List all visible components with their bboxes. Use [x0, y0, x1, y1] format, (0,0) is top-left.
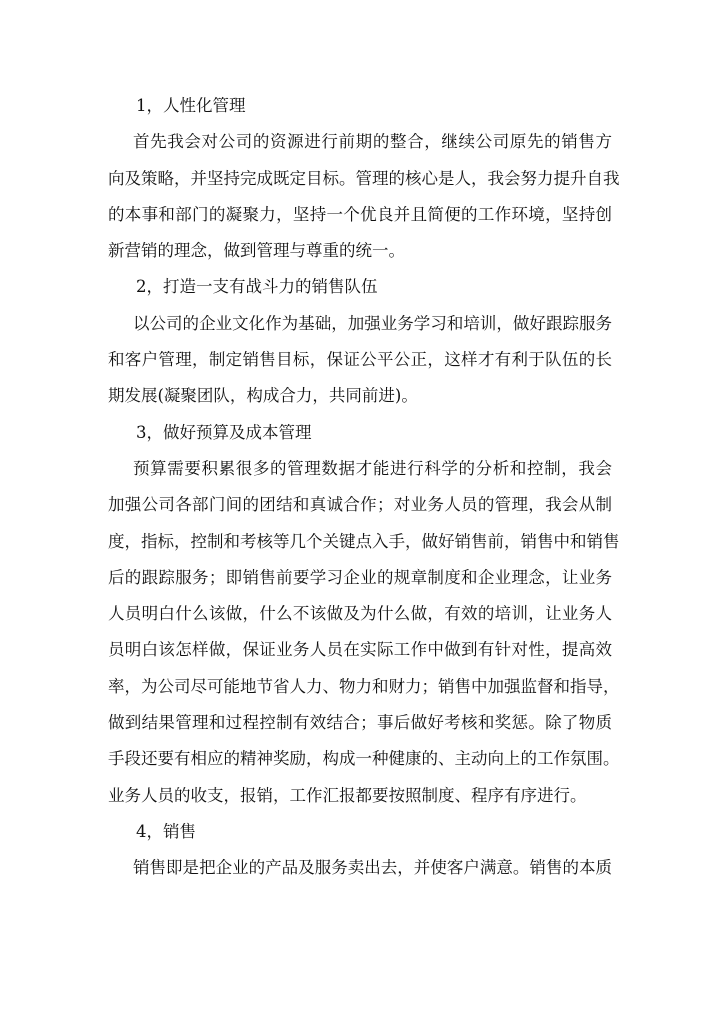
- paragraph-line: 向及策略，并坚持完成既定目标。管理的核心是人，我会努力提升自我: [108, 168, 620, 188]
- paragraph-line: 加强公司各部门间的团结和真诚合作；对业务人员的管理，我会从制: [108, 495, 612, 515]
- paragraph-line: 手段还要有相应的精神奖励，构成一种健康的、主动向上的工作氛围。: [108, 749, 620, 769]
- paragraph-line: 后的跟踪服务；即销售前要学习企业的规章制度和企业理念，让业务: [108, 567, 612, 587]
- paragraph-line: 以公司的企业文化作为基础，加强业务学习和培训，做好跟踪服务: [133, 313, 612, 333]
- paragraph-line: 和客户管理，制定销售目标，保证公平公正，这样才有利于队伍的长: [108, 350, 612, 370]
- paragraph-line: 期发展(凝聚团队，构成合力，共同前进)。: [108, 386, 418, 406]
- paragraph-line: 新营销的理念，做到管理与尊重的统一。: [108, 241, 405, 261]
- document-body: [108, 88, 620, 887]
- paragraph-line: 销售即是把企业的产品及服务卖出去，并使客户满意。销售的本质: [133, 858, 612, 878]
- paragraph-line: 度，指标，控制和考核等几个关键点入手，做好销售前，销售中和销售: [108, 531, 620, 551]
- section-heading: 1，人性化管理: [136, 96, 246, 115]
- paragraph-line: 做到结果管理和过程控制有效结合；事后做好考核和奖惩。除了物质: [108, 713, 612, 733]
- paragraph-line: 的本事和部门的凝聚力，坚持一个优良并且简便的工作环境，坚持创: [108, 204, 612, 224]
- paragraph-line: 员明白该怎样做，保证业务人员在实际工作中做到有针对性，提高效: [108, 640, 612, 660]
- paragraph-line: 率，为公司尽可能地节省人力、物力和财力；销售中加强监督和指导，: [108, 676, 620, 696]
- section-heading: 2，打造一支有战斗力的销售队伍: [136, 277, 378, 297]
- paragraph-line: 首先我会对公司的资源进行前期的整合，继续公司原先的销售方: [133, 132, 612, 152]
- paragraph-line: 预算需要积累很多的管理数据才能进行科学的分析和控制，我会: [133, 458, 612, 478]
- paragraph-line: 人员明白什么该做，什么不该做及为什么做，有效的培训，让业务人: [108, 604, 612, 624]
- section-heading: 3，做好预算及成本管理: [136, 422, 312, 442]
- paragraph-line: 业务人员的收支，报销，工作汇报都要按照制度、程序有序进行。: [108, 785, 587, 805]
- section-heading: 4，销售: [136, 821, 196, 841]
